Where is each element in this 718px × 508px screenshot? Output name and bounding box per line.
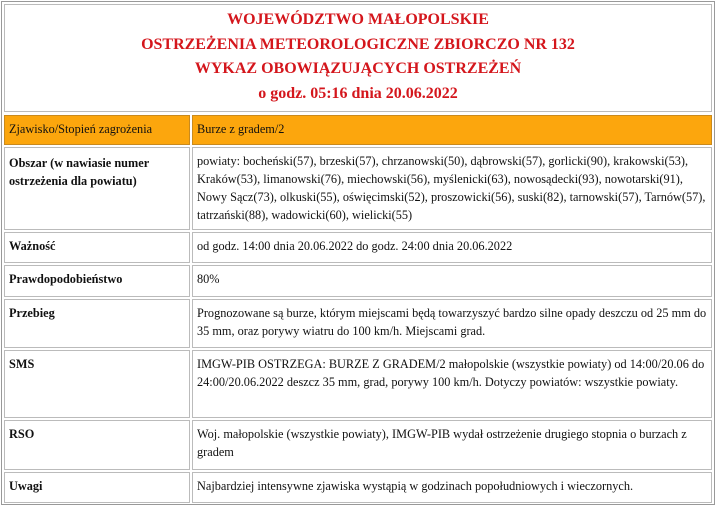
row-value: powiaty: bocheński(57), brzeski(57), chrzanowski(50), dąbrowski(57), gorlicki(90), krakowski(53), Kraków(53), limanowski(76), miechowski(56), myślenicki(63), nowosądecki(93), nowotarski(91), Nowy Sącz(73), olkuski(55), oświęcimski(52), proszowicki(56), suski(82), tarnowski(57), Tarnów(57), tatrzański(88), wadowicki(60), wielicki(55) bbox=[192, 147, 712, 230]
row-value: Najbardziej intensywne zjawiska wystąpią w godzinach popołudniowych i wieczornych. bbox=[192, 472, 712, 503]
row-value: Burze z gradem/2 bbox=[192, 115, 712, 145]
row-label: Prawdopodobieństwo bbox=[4, 265, 190, 297]
row-value: Woj. małopolskie (wszystkie powiaty), IMGW-PIB wydał ostrzeżenie drugiego stopnia o burzach z gradem bbox=[192, 420, 712, 470]
row-value: Prognozowane są burze, którym miejscami będą towarzyszyć bardzo silne opady deszczu od 25 mm do 35 mm, oraz porywy wiatru do 100 km/h. Miejscami grad. bbox=[192, 299, 712, 348]
table-row-course bbox=[4, 299, 712, 348]
table-row-rso bbox=[4, 420, 712, 470]
region-title: WOJEWÓDZTWO MAŁOPOLSKIE bbox=[227, 11, 489, 28]
table-row-notes bbox=[4, 472, 712, 503]
table-row-area bbox=[4, 147, 712, 230]
bulletin-title: OSTRZEŻENIA METEOROLOGICZNE ZBIORCZO NR 132 bbox=[141, 35, 575, 53]
list-title: WYKAZ OBOWIĄZUJĄCYCH OSTRZEŻEŃ bbox=[194, 60, 522, 77]
row-label: Przebieg bbox=[4, 299, 190, 348]
row-label: Obszar (w nawiasie numer ostrzeżenia dla powiatu) bbox=[4, 147, 190, 230]
table-row-phenomenon bbox=[4, 115, 712, 145]
row-label: Ważność bbox=[4, 232, 190, 263]
row-label: Uwagi bbox=[4, 472, 190, 503]
row-value: 80% bbox=[192, 265, 712, 297]
row-label: Zjawisko/Stopień zagrożenia bbox=[4, 115, 190, 145]
row-value: od godz. 14:00 dnia 20.06.2022 do godz. 24:00 dnia 20.06.2022 bbox=[192, 232, 712, 263]
row-label: SMS bbox=[4, 350, 190, 418]
warning-header bbox=[4, 4, 712, 112]
table-row-sms bbox=[4, 350, 712, 418]
row-value: IMGW-PIB OSTRZEGA: BURZE Z GRADEM/2 małopolskie (wszystkie powiaty) od 14:00/20.06 do 24:00/20.06.2022 deszcz 35 mm, grad, porywy 100 km/h. Dotyczy powiatów: wszystkie powiaty. bbox=[192, 350, 712, 418]
warning-table bbox=[1, 1, 715, 505]
table-row-validity bbox=[4, 232, 712, 263]
issue-time: o godz. 05:16 dnia 20.06.2022 bbox=[258, 84, 458, 102]
table-row-probability bbox=[4, 265, 712, 297]
row-label: RSO bbox=[4, 420, 190, 470]
